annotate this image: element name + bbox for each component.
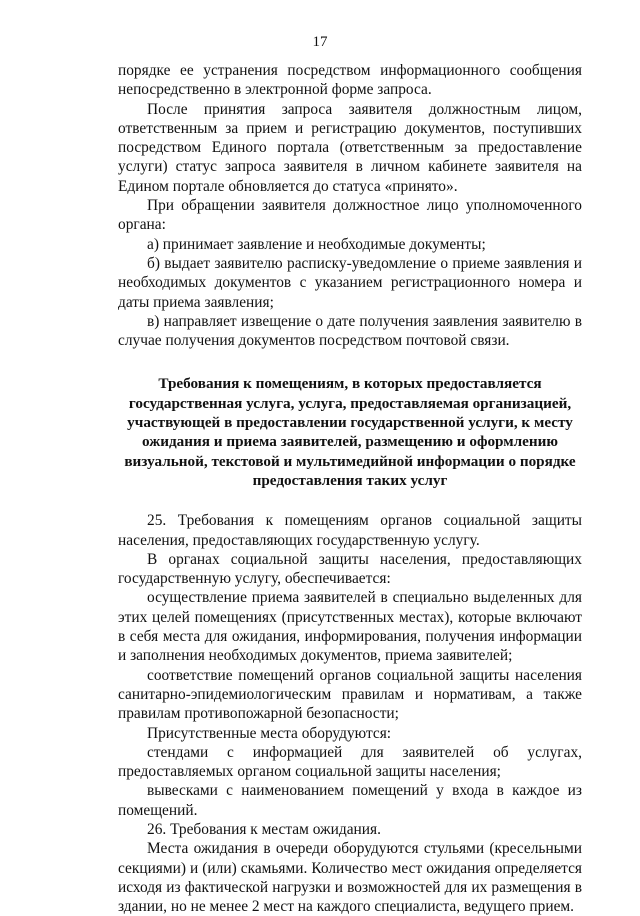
paragraph: а) принимает заявление и необходимые документы;: [147, 235, 486, 253]
paragraph: Присутственные места оборудуются:: [147, 724, 392, 742]
section-heading: Требования к помещениям, в которых предоставляется государственная услуга, услуга, предоставляемая организацией, участвующей в предоставлении государственной услуги, к месту ожидания и приема заявителей, размещению и оформлению визуальной, текстовой и мультимедийной информации о порядке предоставления таких услуг: [124, 375, 576, 489]
paragraph: б) выдает заявителю расписку-уведомление о приеме заявления и необходимых документов с указанием регистрационного номера и даты приема заявления;: [118, 254, 582, 311]
paragraph: порядке ее устранения посредством информационного сообщения непосредственно в электронной форме запроса.: [118, 62, 582, 99]
paragraph: соответствие помещений органов социальной защиты населения санитарно-эпидемиологическим правилам и нормативам, а также правилам противопожарной безопасности;: [118, 666, 582, 723]
paragraph: Места ожидания в очереди оборудуются стульями (кресельными секциями) и (или) скамьями. Количество мест ожидания определяется исходя из фактической нагрузки и возможностей для их размещения в здании, но не менее 2 мест на каждого специалиста, ведущего прием.: [118, 840, 582, 916]
document-body: [118, 61, 582, 916]
paragraph: В органах социальной защиты населения, предоставляющих государственную услугу, обеспечивается:: [118, 550, 582, 588]
paragraph: в) направляет извещение о дате получения заявления заявителю в случае получения документов посредством почтовой связи.: [118, 312, 582, 350]
paragraph: осуществление приема заявителей в специально выделенных для этих целей помещениях (присутственных местах), которые включают в себя места для ожидания, информирования, получения информации и заполнения необходимых документов, приема заявителей;: [118, 589, 582, 665]
paragraph: После принятия запроса заявителя должностным лицом, ответственным за прием и регистрацию документов, поступивших посредством Единого портала (ответственным за предоставление услуги) статус запроса заявителя в личном кабинете заявителя на Едином портале обновляется до статуса «принято».: [118, 100, 582, 195]
paragraph: стендами с информацией для заявителей об услугах, предоставляемых органом социальной защиты населения;: [118, 743, 582, 781]
paragraph: вывесками с наименованием помещений у входа в каждое из помещений.: [118, 782, 582, 819]
paragraph: 26. Требования к местам ожидания.: [147, 820, 381, 838]
page-number: 17: [312, 34, 328, 50]
paragraph: При обращении заявителя должностное лицо уполномоченного органа:: [118, 197, 582, 234]
paragraph: 25. Требования к помещениям органов социальной защиты населения, предоставляющих государственную услугу.: [118, 512, 582, 549]
